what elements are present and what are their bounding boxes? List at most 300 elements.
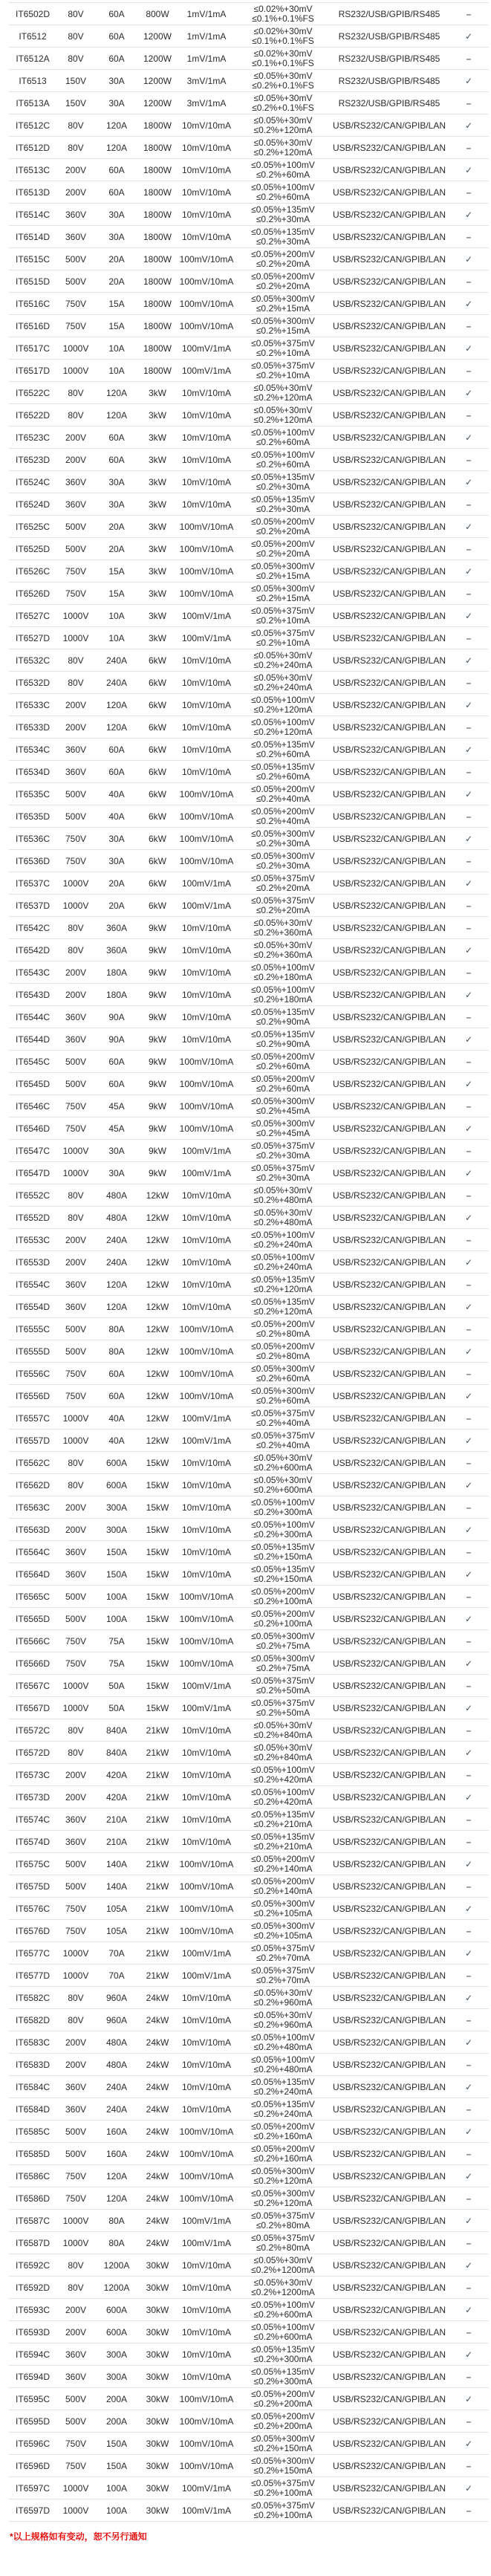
dash-icon: – [466,922,472,933]
model-cell: IT6577D [9,1965,56,1987]
selection-mark-cell [449,1274,489,1296]
power-cell: 21kW [138,1831,177,1853]
selection-mark-cell [449,2343,489,2366]
voltage-cell: 1000V [56,627,95,649]
voltage-cell: 360V [56,2076,95,2098]
power-cell: 6kW [138,828,177,850]
interfaces-cell: USB/RS232/CAN/GPIB/LAN [330,516,449,538]
accuracy-cell [236,1407,330,1430]
resolution-cell: 10mV/10mA [177,1207,236,1229]
check-icon: ✓ [464,1212,473,1223]
accuracy-voltage-line: ≤0.05%+100mV [251,1496,315,1508]
current-cell: 10A [95,360,138,382]
interfaces-cell: USB/RS232/CAN/GPIB/LAN [330,2477,449,2499]
interfaces-cell: USB/RS232/CAN/GPIB/LAN [330,1519,449,1541]
power-cell: 30kW [138,2410,177,2433]
accuracy-current-line: ≤0.2%+15mA [256,302,310,314]
accuracy-cell [236,181,330,204]
selection-mark-cell [449,2254,489,2277]
check-icon: ✓ [464,565,473,577]
resolution-cell: 100mV/1mA [177,2210,236,2232]
selection-mark-cell [449,516,489,538]
power-cell: 15kW [138,1630,177,1652]
voltage-cell: 750V [56,2187,95,2210]
current-cell: 30A [95,1162,138,1184]
table-row [9,1541,489,1563]
selection-mark-cell [449,1831,489,1853]
accuracy-cell [236,805,330,828]
accuracy-cell [236,850,330,872]
power-cell: 21kW [138,1898,177,1920]
selection-mark-cell [449,917,489,939]
dash-icon: – [466,677,472,688]
interfaces-cell: USB/RS232/CAN/GPIB/LAN [330,2076,449,2098]
current-cell: 60A [95,1385,138,1407]
accuracy-voltage-line: ≤0.05%+375mV [251,872,315,883]
resolution-cell: 10mV/10mA [177,471,236,493]
power-cell: 6kW [138,649,177,672]
table-row [9,226,489,248]
accuracy-cell [236,2210,330,2232]
current-cell: 80A [95,2210,138,2232]
accuracy-voltage-line: ≤0.05%+300mV [251,850,315,861]
power-cell: 1800W [138,293,177,315]
table-row [9,248,489,270]
voltage-cell: 200V [56,2031,95,2054]
check-icon: ✓ [464,2482,473,2494]
resolution-cell: 10mV/10mA [177,382,236,404]
accuracy-voltage-line: ≤0.05%+30mV [253,137,313,148]
power-cell: 12kW [138,1184,177,1207]
accuracy-cell [236,1251,330,1274]
dash-icon: – [466,1836,472,1847]
accuracy-current-line: ≤0.2%+120mA [253,2197,313,2208]
accuracy-cell [236,516,330,538]
table-row [9,1786,489,1808]
accuracy-current-line: ≤0.2%+45mA [256,1105,310,1116]
check-icon: ✓ [464,833,473,844]
accuracy-cell [236,1385,330,1407]
selection-mark-cell [449,1207,489,1229]
check-icon: ✓ [464,30,473,42]
accuracy-cell [236,1340,330,1363]
voltage-cell: 500V [56,2143,95,2165]
selection-mark-cell [449,2388,489,2410]
model-cell: IT6557D [9,1430,56,1452]
accuracy-current-line: ≤0.2%+105mA [253,1907,313,1918]
interfaces-cell: USB/RS232/CAN/GPIB/LAN [330,1207,449,1229]
resolution-cell: 10mV/10mA [177,2054,236,2076]
model-cell: IT6573D [9,1786,56,1808]
resolution-cell: 100mV/10mA [177,1586,236,1608]
table-row [9,939,489,961]
voltage-cell: 80V [56,1719,95,1742]
accuracy-voltage-line: ≤0.05%+100mV [251,984,315,995]
resolution-cell: 100mV/10mA [177,783,236,805]
power-cell: 30kW [138,2321,177,2343]
voltage-cell: 80V [56,382,95,404]
check-icon: ✓ [464,2037,473,2048]
dash-icon: – [466,1546,472,1557]
dash-icon: – [466,2326,472,2337]
voltage-cell: 150V [56,70,95,92]
resolution-cell: 100mV/10mA [177,2165,236,2187]
check-icon: ✓ [464,120,473,131]
selection-mark-cell [449,1608,489,1630]
model-cell: IT6523D [9,449,56,471]
model-cell: IT6532D [9,672,56,694]
current-cell: 50A [95,1697,138,1719]
check-icon: ✓ [464,877,473,889]
selection-mark-cell [449,984,489,1006]
accuracy-voltage-line: ≤0.05%+375mV [251,2477,315,2488]
accuracy-current-line: ≤0.2%+10mA [256,637,310,648]
power-cell: 9kW [138,1006,177,1028]
voltage-cell: 200V [56,1786,95,1808]
power-cell: 24kW [138,2031,177,2054]
table-row [9,516,489,538]
resolution-cell: 10mV/10mA [177,1274,236,1296]
selection-mark-cell [449,1652,489,1675]
accuracy-voltage-line: ≤0.05%+300mV [251,828,315,839]
accuracy-voltage-line: ≤0.05%+375mV [251,1140,315,1151]
check-icon: ✓ [464,944,473,956]
selection-mark-cell [449,2076,489,2098]
accuracy-cell [236,1786,330,1808]
check-icon: ✓ [464,1903,473,1914]
accuracy-voltage-line: ≤0.05%+135mV [251,1831,315,1842]
voltage-cell: 200V [56,159,95,181]
voltage-cell: 360V [56,1274,95,1296]
resolution-cell: 10mV/10mA [177,493,236,516]
accuracy-current-line: ≤0.2%+180mA [253,971,313,982]
accuracy-current-line: ≤0.2%+210mA [253,1840,313,1852]
resolution-cell: 1mV/1mA [177,3,236,25]
accuracy-cell [236,1965,330,1987]
power-cell: 15kW [138,1697,177,1719]
accuracy-voltage-line: ≤0.05%+135mV [251,1028,315,1039]
model-cell: IT6565C [9,1586,56,1608]
selection-mark-cell [449,1942,489,1965]
model-cell: IT6526D [9,583,56,605]
accuracy-current-line: ≤0.2%+1200mA [251,2264,315,2275]
resolution-cell: 10mV/10mA [177,181,236,204]
current-cell: 120A [95,114,138,137]
current-cell: 120A [95,2165,138,2187]
accuracy-current-line: ≤0.2%+120mA [253,414,313,425]
interfaces-cell: USB/RS232/CAN/GPIB/LAN [330,2321,449,2343]
model-cell: IT6513C [9,159,56,181]
model-cell: IT6542D [9,939,56,961]
accuracy-current-line: ≤0.2%+1200mA [251,2286,315,2297]
accuracy-cell [236,1831,330,1853]
selection-mark-cell [449,1162,489,1184]
current-cell: 480A [95,1207,138,1229]
accuracy-current-line: ≤0.2%+60mA [256,1372,310,1383]
current-cell: 960A [95,1987,138,2009]
model-cell: IT6576D [9,1920,56,1942]
voltage-cell: 750V [56,1898,95,1920]
voltage-cell: 1000V [56,1942,95,1965]
selection-mark-cell [449,1786,489,1808]
power-cell: 9kW [138,984,177,1006]
voltage-cell: 80V [56,1987,95,2009]
selection-mark-cell [449,337,489,360]
dash-icon: – [466,2371,472,2382]
accuracy-cell [236,2277,330,2299]
selection-mark-cell [449,2031,489,2054]
selection-mark-cell [449,895,489,917]
voltage-cell: 500V [56,516,95,538]
accuracy-cell [236,2321,330,2343]
accuracy-current-line: ≤0.2%+240mA [253,1239,313,1250]
accuracy-cell [236,2031,330,2054]
table-row [9,2299,489,2321]
power-cell: 3kW [138,426,177,449]
accuracy-current-line: ≤0.2%+150mA [253,2465,313,2476]
interfaces-cell: USB/RS232/CAN/GPIB/LAN [330,649,449,672]
resolution-cell: 10mV/10mA [177,716,236,739]
interfaces-cell: USB/RS232/CAN/GPIB/LAN [330,1474,449,1496]
accuracy-cell [236,1117,330,1140]
model-cell: IT6535C [9,783,56,805]
accuracy-current-line: ≤0.2%+360mA [253,949,313,960]
voltage-cell: 80V [56,1474,95,1496]
table-row [9,137,489,159]
accuracy-cell [236,895,330,917]
current-cell: 60A [95,1073,138,1095]
power-cell: 21kW [138,1786,177,1808]
model-cell: IT6583C [9,2031,56,2054]
selection-mark-cell [449,2187,489,2210]
resolution-cell: 100mV/10mA [177,560,236,583]
resolution-cell: 100mV/1mA [177,2499,236,2522]
voltage-cell: 750V [56,1652,95,1675]
accuracy-cell [236,360,330,382]
model-cell: IT6547D [9,1162,56,1184]
interfaces-cell: USB/RS232/CAN/GPIB/LAN [330,1274,449,1296]
model-cell: IT6536C [9,828,56,850]
model-cell: IT6543D [9,984,56,1006]
interfaces-cell: USB/RS232/CAN/GPIB/LAN [330,939,449,961]
interfaces-cell: USB/RS232/CAN/GPIB/LAN [330,1162,449,1184]
resolution-cell: 100mV/10mA [177,1073,236,1095]
accuracy-cell [236,538,330,560]
resolution-cell: 10mV/10mA [177,1808,236,1831]
resolution-cell: 10mV/10mA [177,226,236,248]
voltage-cell: 80V [56,137,95,159]
accuracy-voltage-line: ≤0.05%+375mV [251,337,315,348]
selection-mark-cell [449,159,489,181]
current-cell: 600A [95,2321,138,2343]
interfaces-cell: USB/RS232/CAN/GPIB/LAN [330,2143,449,2165]
accuracy-current-line: ≤0.2%+960mA [253,2019,313,2030]
current-cell: 240A [95,1229,138,1251]
voltage-cell: 200V [56,2054,95,2076]
accuracy-current-line: ≤0.2%+420mA [253,1774,313,1785]
accuracy-voltage-line: ≤0.05%+100mV [251,1786,315,1797]
current-cell: 100A [95,2477,138,2499]
current-cell: 240A [95,2076,138,2098]
resolution-cell: 10mV/10mA [177,1496,236,1519]
model-cell: IT6562D [9,1474,56,1496]
power-cell: 15kW [138,1519,177,1541]
table-row [9,1274,489,1296]
table-row [9,1162,489,1184]
model-cell: IT6534D [9,761,56,783]
interfaces-cell: USB/RS232/CAN/GPIB/LAN [330,1095,449,1117]
current-cell: 20A [95,872,138,895]
current-cell: 70A [95,1942,138,1965]
resolution-cell: 100mV/10mA [177,1608,236,1630]
power-cell: 3kW [138,583,177,605]
accuracy-voltage-line: ≤0.05%+135mV [251,739,315,750]
model-cell: IT6537D [9,895,56,917]
model-cell: IT6522C [9,382,56,404]
interfaces-cell: USB/RS232/CAN/GPIB/LAN [330,2165,449,2187]
accuracy-cell [236,114,330,137]
model-cell: IT6536D [9,850,56,872]
accuracy-cell [236,1184,330,1207]
selection-mark-cell [449,2321,489,2343]
table-row [9,1742,489,1764]
table-row [9,2410,489,2433]
selection-mark-cell [449,1229,489,1251]
check-icon: ✓ [464,1947,473,1959]
voltage-cell: 1000V [56,360,95,382]
table-row [9,1764,489,1786]
interfaces-cell: USB/RS232/CAN/GPIB/LAN [330,2187,449,2210]
dash-icon: – [466,53,472,64]
selection-mark-cell [449,1875,489,1898]
accuracy-cell [236,1742,330,1764]
accuracy-voltage-line: ≤0.05%+375mV [251,2210,315,2221]
power-cell: 24kW [138,2098,177,2121]
accuracy-cell [236,1652,330,1675]
table-row [9,895,489,917]
model-cell: IT6512A [9,48,56,70]
voltage-cell: 360V [56,1296,95,1318]
table-row [9,1920,489,1942]
interfaces-cell: USB/RS232/CAN/GPIB/LAN [330,2031,449,2054]
selection-mark-cell [449,1987,489,2009]
dash-icon: – [466,2103,472,2115]
accuracy-voltage-line: ≤0.05%+375mV [251,627,315,638]
power-cell: 800W [138,3,177,25]
accuracy-current-line: ≤0.2%+75mA [256,1662,310,1673]
table-row [9,2433,489,2455]
power-cell: 1800W [138,248,177,270]
accuracy-voltage-line: ≤0.05%+375mV [251,1430,315,1441]
power-cell: 30kW [138,2299,177,2321]
accuracy-cell [236,92,330,114]
model-cell: IT6597C [9,2477,56,2499]
dash-icon: – [466,1591,472,1602]
table-row [9,2054,489,2076]
voltage-cell: 1000V [56,1140,95,1162]
accuracy-voltage-line: ≤0.05%+30mV [253,2009,313,2020]
table-row [9,2254,489,2277]
table-row [9,2009,489,2031]
accuracy-cell [236,293,330,315]
table-row [9,1987,489,2009]
power-cell: 15kW [138,1496,177,1519]
dash-icon: – [466,2460,472,2471]
accuracy-current-line: ≤0.2%+70mA [256,1974,310,1985]
accuracy-current-line: ≤0.2%+10mA [256,347,310,358]
table-row [9,2076,489,2098]
voltage-cell: 500V [56,1853,95,1875]
current-cell: 15A [95,315,138,337]
check-icon: ✓ [464,298,473,309]
accuracy-cell [236,1808,330,1831]
selection-mark-cell [449,493,489,516]
resolution-cell: 100mV/1mA [177,1942,236,1965]
accuracy-cell [236,1028,330,1051]
interfaces-cell: USB/RS232/CAN/GPIB/LAN [330,1831,449,1853]
accuracy-voltage-line: ≤0.05%+135mV [251,204,315,215]
accuracy-cell [236,1496,330,1519]
selection-mark-cell [449,583,489,605]
current-cell: 40A [95,1430,138,1452]
power-cell: 12kW [138,1407,177,1430]
interfaces-cell: USB/RS232/CAN/GPIB/LAN [330,1251,449,1274]
accuracy-voltage-line: ≤0.05%+375mV [251,2232,315,2243]
voltage-cell: 360V [56,493,95,516]
table-row [9,1028,489,1051]
accuracy-current-line: ≤0.2%+60mA [256,191,310,202]
current-cell: 120A [95,2187,138,2210]
current-cell: 180A [95,961,138,984]
selection-mark-cell [449,2499,489,2522]
accuracy-voltage-line: ≤0.05%+300mV [251,560,315,571]
power-cell: 12kW [138,1207,177,1229]
selection-mark-cell [449,1541,489,1563]
accuracy-voltage-line: ≤0.05%+300mV [251,2187,315,2199]
voltage-cell: 750V [56,2165,95,2187]
current-cell: 80A [95,1318,138,1340]
dash-icon: – [466,855,472,866]
table-row [9,2143,489,2165]
current-cell: 1200A [95,2254,138,2277]
resolution-cell: 10mV/10mA [177,739,236,761]
accuracy-voltage-line: ≤0.05%+100mV [251,2321,315,2332]
model-cell: IT6543C [9,961,56,984]
model-cell: IT6502D [9,3,56,25]
current-cell: 120A [95,404,138,426]
accuracy-cell [236,2299,330,2321]
table-row [9,2499,489,2522]
selection-mark-cell [449,1496,489,1519]
accuracy-current-line: ≤0.2%+30mA [256,481,310,492]
model-cell: IT6533D [9,716,56,739]
interfaces-cell: USB/RS232/CAN/GPIB/LAN [330,583,449,605]
resolution-cell: 10mV/10mA [177,1563,236,1586]
power-cell: 6kW [138,805,177,828]
selection-mark-cell [449,92,489,114]
power-cell: 3kW [138,627,177,649]
interfaces-cell: USB/RS232/CAN/GPIB/LAN [330,1719,449,1742]
voltage-cell: 1000V [56,1430,95,1452]
current-cell: 960A [95,2009,138,2031]
accuracy-voltage-line: ≤0.05%+30mV [253,2277,313,2288]
voltage-cell: 500V [56,1051,95,1073]
voltage-cell: 1000V [56,605,95,627]
table-row [9,828,489,850]
current-cell: 60A [95,739,138,761]
accuracy-cell [236,1764,330,1786]
current-cell: 100A [95,2499,138,2522]
